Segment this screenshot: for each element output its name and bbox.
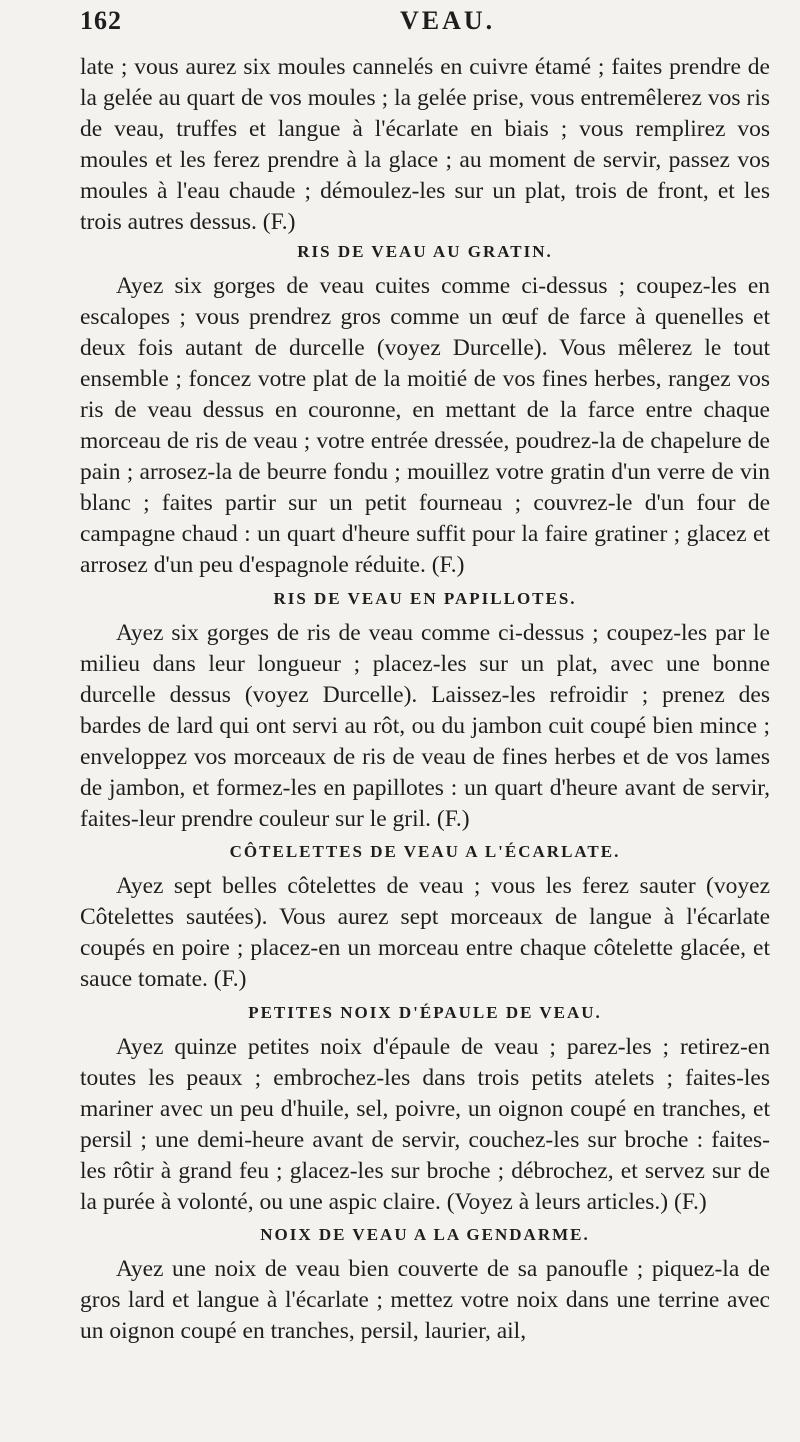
section-text-cotelettes: Ayez sept belles côtelettes de veau ; vous les ferez sauter (voyez Côtelettes sautées). Vous aurez sept morceaux de langue à l'écarlate coupés en poire ; placez-en un morceau entre chaque côtelette glacée, et sauce tomate. (F.) [80, 873, 770, 993]
section-text-noix-gendarme: Ayez une noix de veau bien couverte de sa panoufle ; piquez-la de gros lard et langue à l'écarlate ; mettez votre noix dans une terrine avec un oignon coupé en tranches, persil, laurier, ail, [80, 1256, 770, 1345]
section-title-ris-gratin: RIS DE VEAU AU GRATIN. [297, 241, 553, 261]
section-title-ris-papillotes: RIS DE VEAU EN PAPILLOTES. [273, 588, 577, 608]
body-text [80, 52, 770, 1347]
running-head [80, 6, 770, 46]
section-text-petites-noix: Ayez quinze petites noix d'épaule de veau ; parez-les ; retirez-en toutes les peaux ; embrochez-les dans trois petits atelets ; faites-les mariner avec un peu d'huile, sel, poivre, un oignon coupé en tranches, et persil ; une demi-heure avant de servir, couchez-les sur broche : faites-les rôtir à grand feu ; glacez-les sur broche ; débrochez, et servez sur de la purée à volonté, ou une aspic claire. (Voyez à leurs articles.) (F.) [80, 1033, 770, 1215]
section-title-petites-noix: PETITES NOIX D'ÉPAULE DE VEAU. [248, 1002, 602, 1022]
intro-paragraph: late ; vous aurez six moules cannelés en cuivre étamé ; faites prendre de la gelée au quart de vos moules ; la gelée prise, vous entremêlerez vos ris de veau, truffes et langue à l'écarlate en biais ; vous remplirez vos moules et les ferez prendre à la glace ; au moment de servir, passez vos moules à l'eau chaude ; démoulez-les sur un plat, trois de front, et les trois autres dessus. (F.) [80, 54, 770, 236]
section-title-noix-gendarme: NOIX DE VEAU A LA GENDARME. [260, 1225, 590, 1245]
section-text-ris-papillotes: Ayez six gorges de ris de veau comme ci-dessus ; coupez-les par le milieu dans leur longueur ; placez-les sur un plat, avec une bonne durcelle dessus (voyez Durcelle). Laissez-les refroidir ; prenez des bardes de lard qui ont servi au rôt, ou du jambon cuit coupé bien mince ; enveloppez vos morceaux de ris de veau de fines herbes et de vos lames de jambon, et formez-les en papillotes : un quart d'heure avant de servir, faites-leur prendre couleur sur le gril. (F.) [80, 619, 770, 833]
section-text-ris-gratin: Ayez six gorges de veau cuites comme ci-dessus ; coupez-les en escalopes ; vous prendrez gros comme un œuf de farce à quenelles et deux fois autant de durcelle (voyez Durcelle). Vous mêlerez le tout ensemble ; foncez votre plat de la moitié de vos fines herbes, rangez vos ris de veau dessus en couronne, en mettant de la farce entre chaque morceau de ris de veau ; votre entrée dressée, poudrez-la de chapelure de pain ; arrosez-la de beurre fondu ; mouillez votre gratin d'un verre de vin blanc ; faites partir sur un petit fourneau ; couvrez-le d'un four de campagne chaud : un quart d'heure suffit pour la faire gratiner ; glacez et arrosez d'un peu d'espagnole réduite. (F.) [80, 272, 770, 579]
running-title: VEAU. [400, 6, 496, 35]
section-title-cotelettes: CÔTELETTES DE VEAU A L'ÉCARLATE. [229, 842, 621, 862]
page-number: 162 [80, 6, 122, 35]
